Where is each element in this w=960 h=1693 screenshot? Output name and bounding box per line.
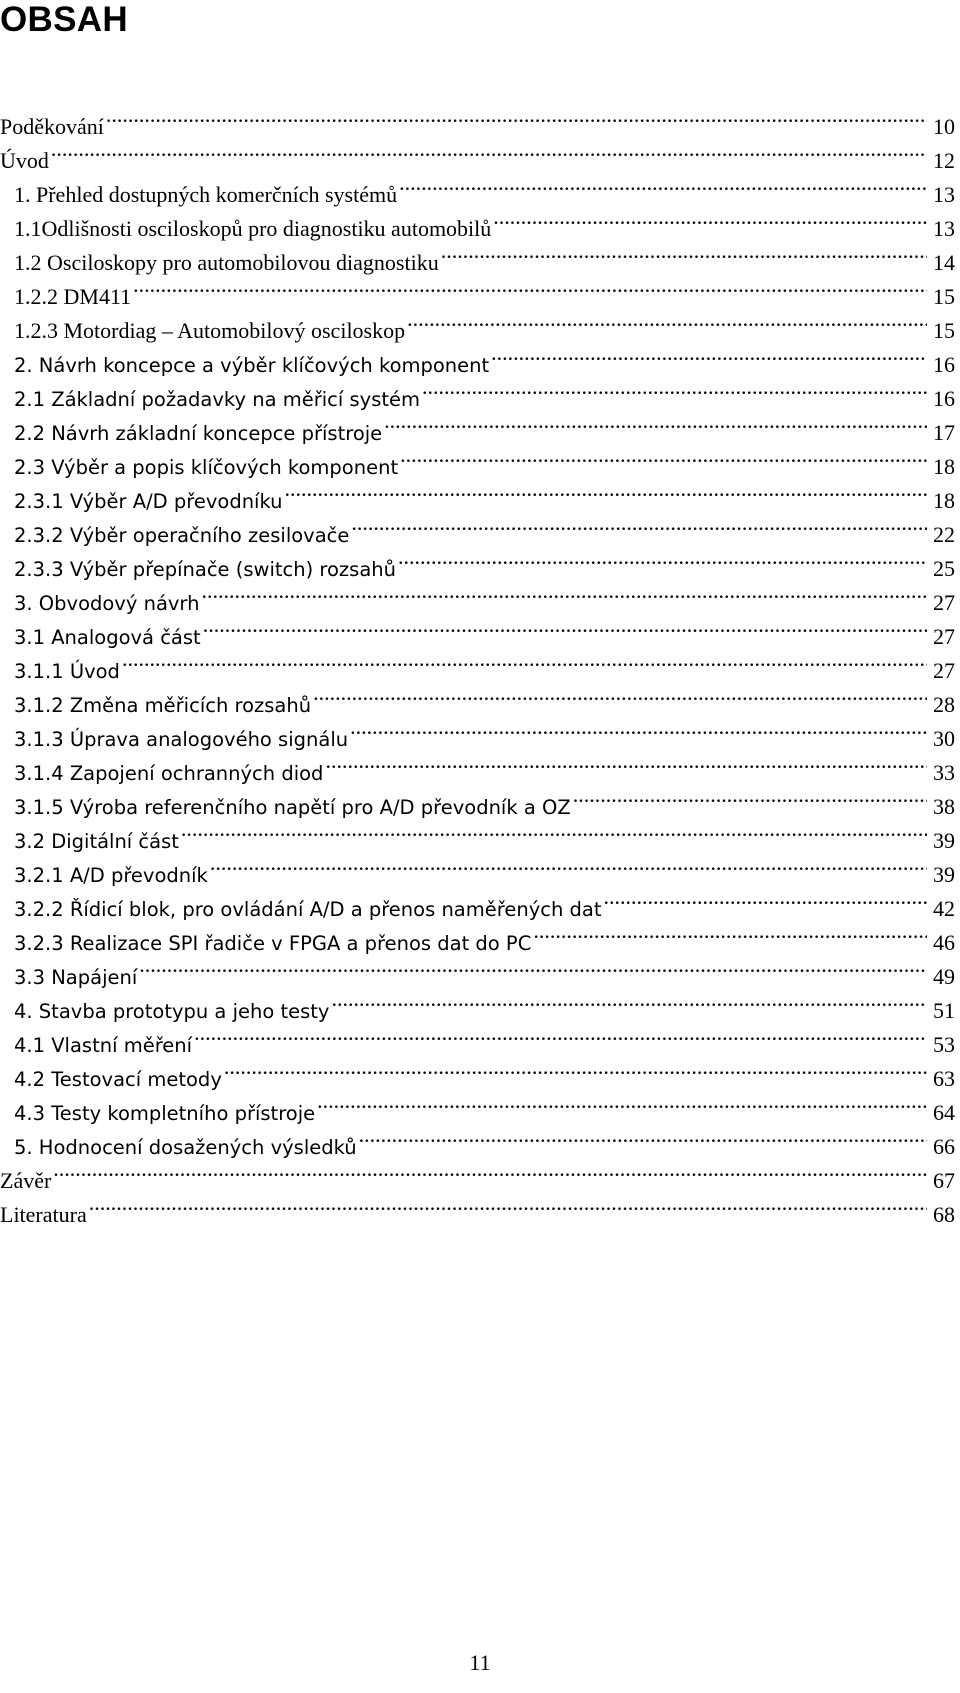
dot-leader [122, 644, 927, 678]
dot-leader [203, 610, 927, 644]
toc-entry-page-number: 16 [933, 386, 955, 411]
dot-leader [224, 1052, 927, 1086]
toc-entry-page-number: 27 [933, 658, 955, 683]
toc-entry-label: 1. Přehled dostupných komerčních systémů [14, 182, 398, 207]
toc-entry[interactable] [0, 678, 955, 717]
toc-entry-label: 3.2.2 Řídicí blok, pro ovládání A/D a přenos naměřených dat [14, 898, 602, 921]
toc-entry-page-number: 68 [933, 1202, 955, 1227]
toc-entry-label: 3.2 Digitální část [14, 830, 179, 853]
toc-entry-label: 2.1 Základní požadavky na měřicí systém [14, 388, 420, 411]
toc-entry-page-number: 53 [933, 1032, 955, 1057]
toc-entry-page-number: 13 [933, 182, 955, 207]
toc-entry-label: 3.1.2 Změna měřicích rozsahů [14, 694, 312, 717]
dot-leader [201, 576, 927, 610]
toc-entry-page-number: 10 [933, 114, 955, 139]
dot-leader [441, 236, 927, 270]
toc-entry-label: 3.1.5 Výroba referenčního napětí pro A/D převodník a OZ [14, 796, 571, 819]
toc-entry[interactable] [0, 134, 955, 173]
toc-entry[interactable] [0, 984, 955, 1023]
toc-entry-page-number: 14 [933, 250, 955, 275]
toc-entry-label: 1.1Odlišnosti osciloskopů pro diagnostiku automobilů [14, 216, 492, 241]
toc-entry[interactable] [0, 644, 955, 683]
page-number: 11 [469, 1650, 491, 1675]
toc-entry-page-number: 39 [933, 828, 955, 853]
dot-leader [106, 100, 927, 134]
toc-entry[interactable] [0, 950, 955, 989]
toc-entry-page-number: 51 [933, 998, 955, 1023]
toc-entry-page-number: 30 [933, 726, 955, 751]
toc-entry-page-number: 63 [933, 1066, 955, 1091]
dot-leader [350, 712, 927, 746]
toc-entry-label: 3.2.1 A/D převodník [14, 864, 208, 887]
dot-leader [400, 440, 927, 474]
page-title: OBSAH [0, 0, 128, 39]
toc-entry-page-number: 67 [933, 1168, 955, 1193]
table-of-contents [0, 100, 955, 1227]
toc-entry-page-number: 66 [933, 1134, 955, 1159]
dot-leader [181, 814, 927, 848]
dot-leader [399, 168, 927, 202]
dot-leader [194, 1018, 927, 1052]
dot-leader [285, 474, 927, 508]
toc-entry-label: 4. Stavba prototypu a jeho testy [14, 1000, 330, 1023]
toc-entry-label: 3.3 Napájení [14, 966, 138, 989]
toc-entry[interactable] [0, 270, 955, 309]
dot-leader [139, 950, 927, 984]
toc-entry-label: 3. Obvodový návrh [14, 592, 200, 615]
toc-entry[interactable] [0, 168, 955, 207]
toc-entry-page-number: 12 [933, 148, 955, 173]
dot-leader [422, 372, 927, 406]
dot-leader [359, 1120, 927, 1154]
toc-entry-label: Úvod [0, 148, 49, 173]
toc-entry-label: 5. Hodnocení dosažených výsledků [14, 1136, 357, 1159]
toc-entry-label: 3.1.3 Úprava analogového signálu [14, 728, 349, 751]
toc-entry-page-number: 15 [933, 318, 955, 343]
toc-entry[interactable] [0, 304, 955, 343]
dot-leader [210, 848, 927, 882]
dot-leader [133, 270, 927, 304]
toc-entry-label: Literatura [0, 1202, 87, 1227]
dot-leader [573, 780, 927, 814]
toc-entry-label: 3.2.3 Realizace SPI řadiče v FPGA a přenos dat do PC [14, 932, 532, 955]
toc-entry-label: 2.2 Návrh základní koncepce přístroje [14, 422, 383, 445]
toc-entry-page-number: 13 [933, 216, 955, 241]
dot-leader [325, 746, 927, 780]
toc-entry-label: 3.1.4 Zapojení ochranných diod [14, 762, 324, 785]
toc-entry-label: Závěr [0, 1168, 52, 1193]
dot-leader [313, 678, 927, 712]
dot-leader [491, 338, 927, 372]
toc-entry-page-number: 64 [933, 1100, 955, 1125]
toc-entry-page-number: 28 [933, 692, 955, 717]
toc-entry-page-number: 49 [933, 964, 955, 989]
toc-entry-page-number: 16 [933, 352, 955, 377]
toc-entry-page-number: 33 [933, 760, 955, 785]
toc-entry-label: 3.1 Analogová část [14, 626, 201, 649]
toc-entry-label: 1.2 Osciloskopy pro automobilovou diagnostiku [14, 250, 439, 275]
toc-entry-label: 4.2 Testovací metody [14, 1068, 222, 1091]
toc-entry-page-number: 17 [933, 420, 955, 445]
toc-entry-page-number: 25 [933, 556, 955, 581]
dot-leader [407, 304, 927, 338]
dot-leader [331, 984, 927, 1018]
dot-leader [51, 134, 927, 168]
dot-leader [604, 882, 928, 916]
dot-leader [398, 542, 927, 576]
toc-entry[interactable] [0, 100, 955, 139]
toc-entry-label: 2.3.3 Výběr přepínače (switch) rozsahů [14, 558, 396, 581]
toc-entry-page-number: 27 [933, 590, 955, 615]
toc-entry-label: 1.2.3 Motordiag – Automobilový osciloskop [14, 318, 406, 343]
toc-entry-page-number: 38 [933, 794, 955, 819]
dot-leader [89, 1188, 927, 1222]
toc-entry-label: 4.1 Vlastní měření [14, 1034, 193, 1057]
toc-entry-page-number: 27 [933, 624, 955, 649]
toc-entry-label: 4.3 Testy kompletního přístroje [14, 1102, 316, 1125]
toc-entry[interactable] [0, 1188, 955, 1227]
toc-entry-page-number: 42 [933, 896, 955, 921]
toc-entry-label: 2.3.1 Výběr A/D převodníku [14, 490, 283, 513]
toc-entry-page-number: 15 [933, 284, 955, 309]
toc-entry-label: 1.2.2 DM411 [14, 284, 132, 309]
toc-entry-page-number: 46 [933, 930, 955, 955]
toc-entry-page-number: 39 [933, 862, 955, 887]
toc-entry-label: 2.3 Výběr a popis klíčových komponent [14, 456, 399, 479]
toc-entry-label: 2. Návrh koncepce a výběr klíčových komponent [14, 354, 490, 377]
toc-entry-label: 3.1.1 Úvod [14, 660, 120, 683]
dot-leader [53, 1154, 927, 1188]
dot-leader [384, 406, 927, 440]
dot-leader [493, 202, 927, 236]
dot-leader [351, 508, 927, 542]
toc-entry-page-number: 18 [933, 454, 955, 479]
dot-leader [317, 1086, 927, 1120]
toc-entry-label: 2.3.2 Výběr operačního zesilovače [14, 524, 350, 547]
toc-entry-label: Poděkování [0, 114, 104, 139]
toc-entry-page-number: 22 [933, 522, 955, 547]
toc-entry-page-number: 18 [933, 488, 955, 513]
toc-entry[interactable] [0, 1154, 955, 1193]
dot-leader [533, 916, 927, 950]
